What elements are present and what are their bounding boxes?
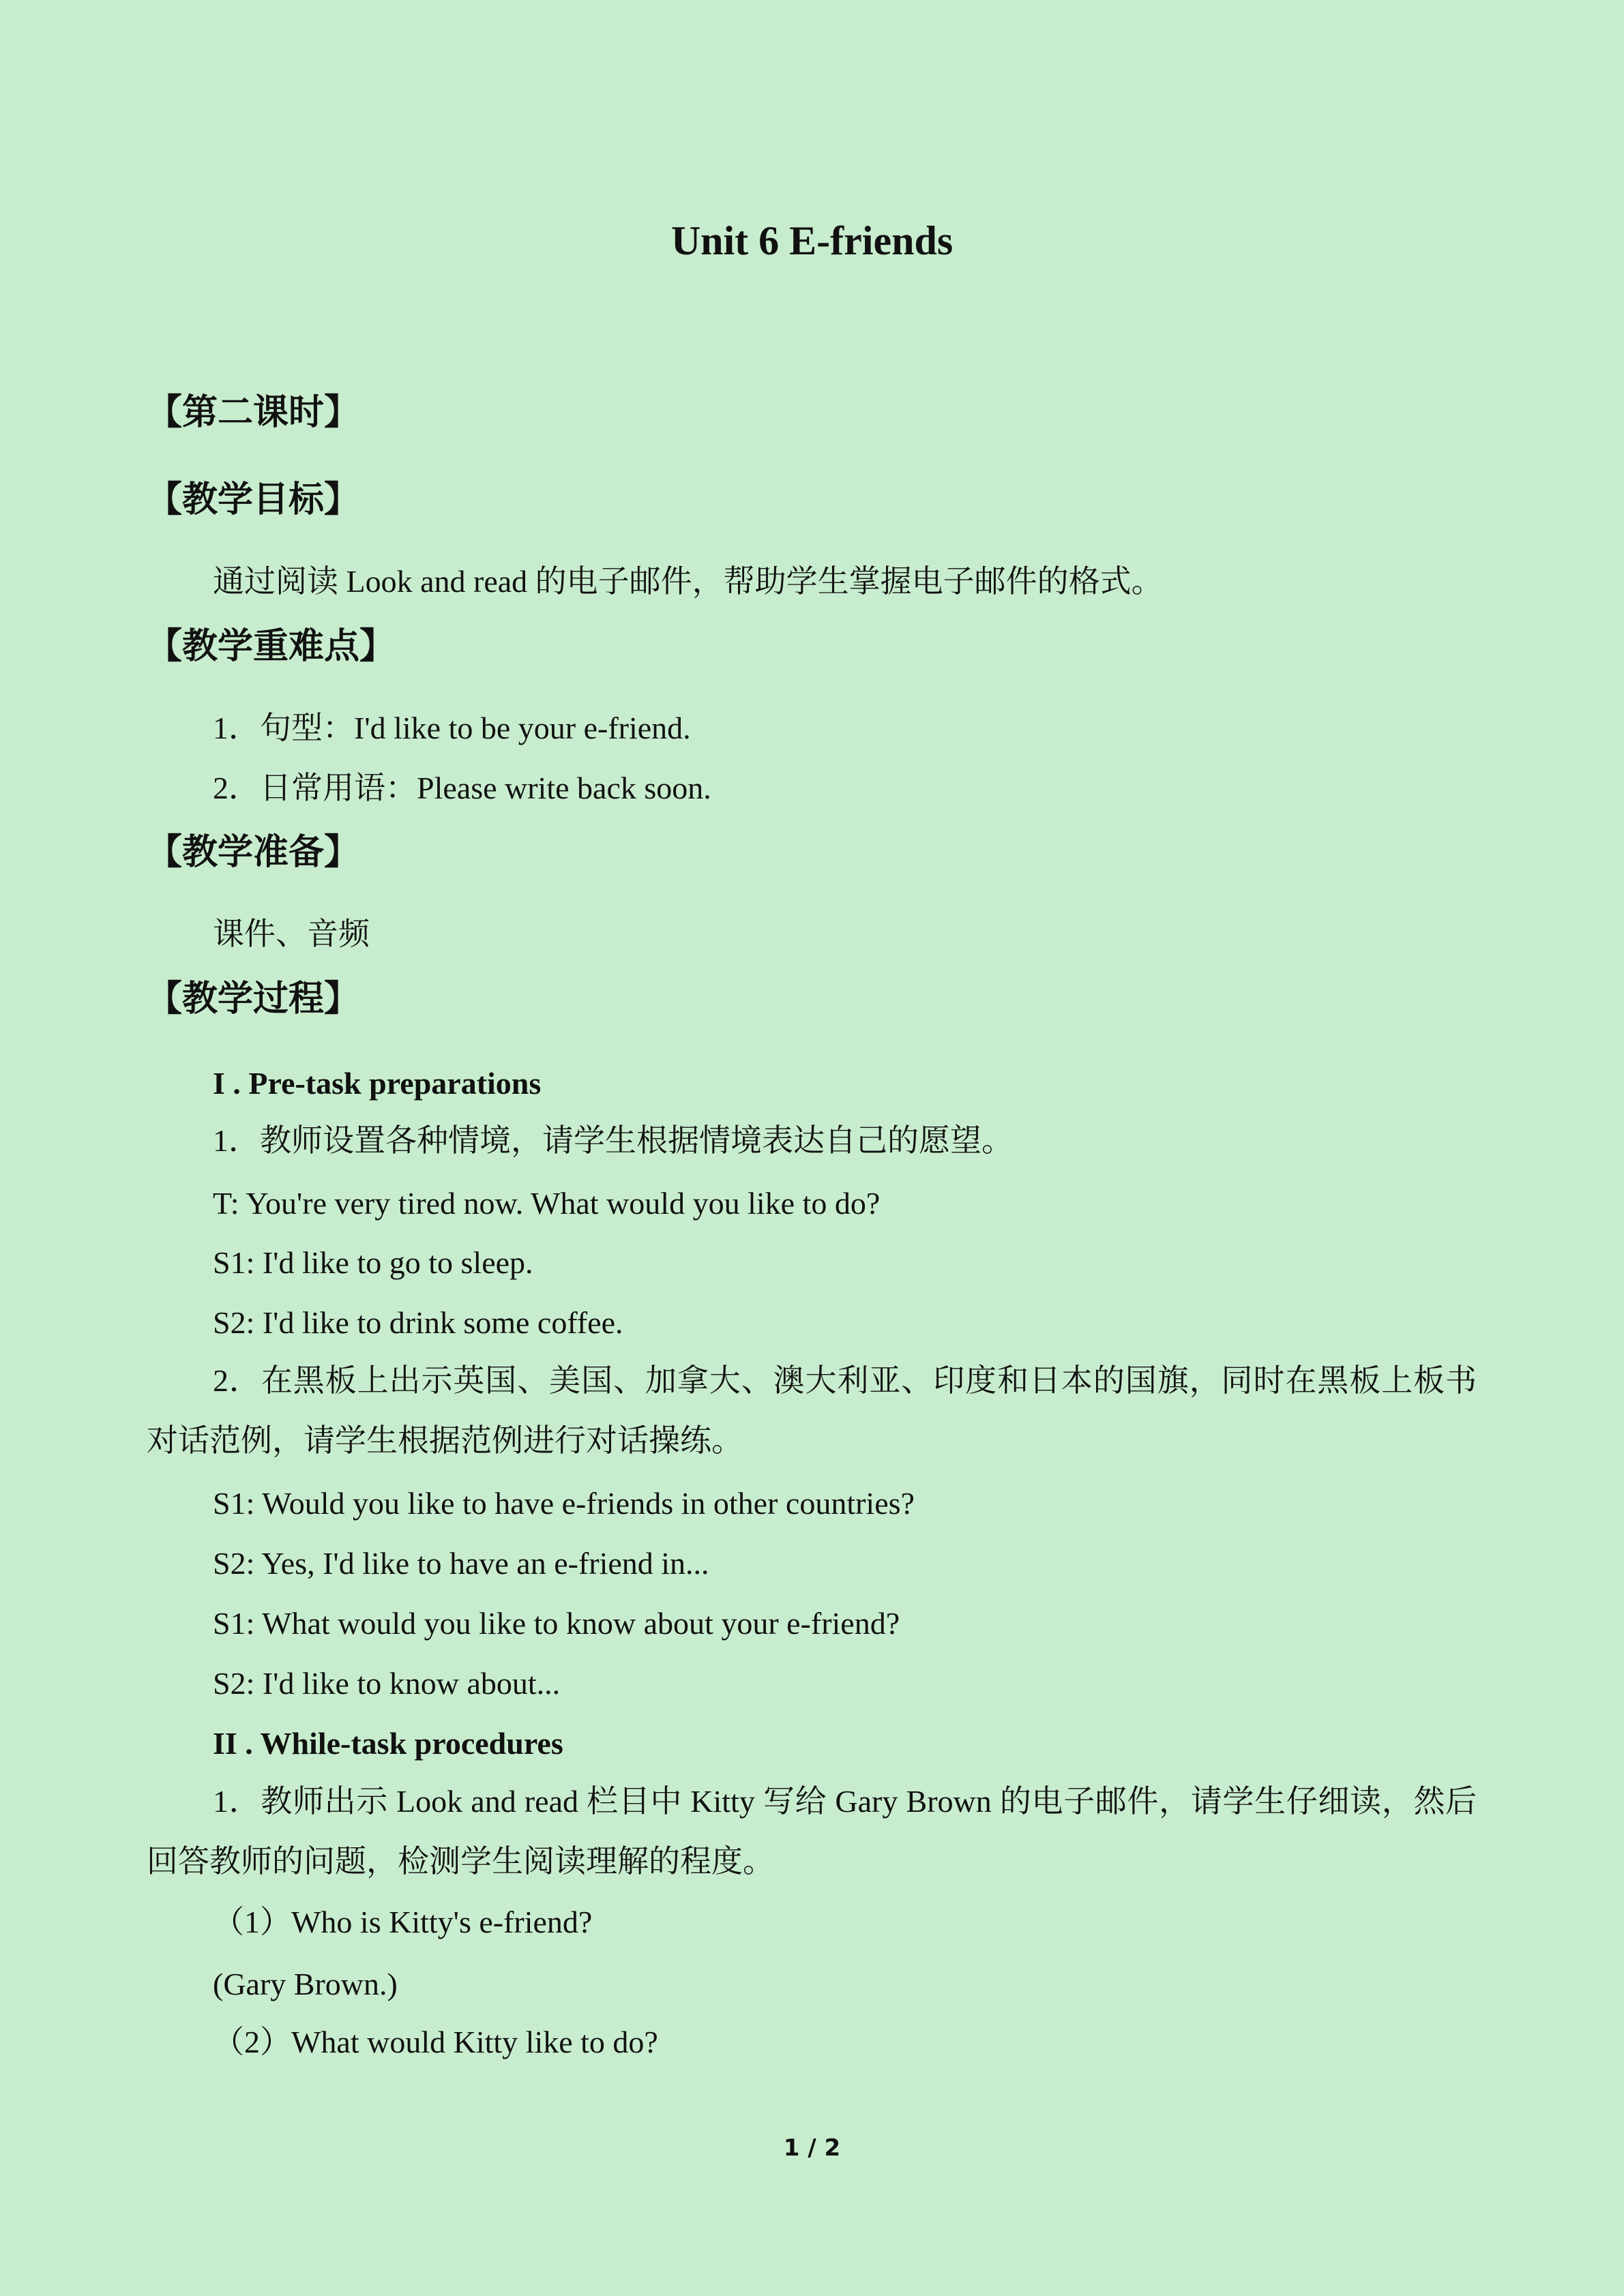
heading-key-points: 【教学重难点】 (147, 626, 396, 667)
while-task-step1: 1．教师出示 Look and read 栏目中 Kitty 写给 Gary Brown 的电子邮件，请学生仔细读，然后回答教师的问题，检测学生阅读理解的程度。 (147, 1784, 1477, 1879)
objectives-text: 通过阅读 Look and read 的电子邮件，帮助学生掌握电子邮件的格式。 (213, 564, 1163, 599)
page-number: 1 / 2 (783, 2134, 841, 2162)
page-title: Unit 6 E-friends (670, 218, 954, 263)
key-point-1: 1．句型：I'd like to be your e-friend. (213, 711, 691, 745)
question-line: （1）Who is Kitty's e-friend? (213, 1905, 593, 1939)
heading-lesson: 【第二课时】 (147, 392, 360, 433)
heading-objectives: 【教学目标】 (147, 479, 360, 520)
dialogue-line: S1: What would you like to know about your e-friend? (213, 1606, 900, 1641)
preparation-text: 课件、音频 (213, 916, 370, 951)
pre-task-title: I . Pre-task preparations (213, 1066, 542, 1101)
pre-task-line: S2: I'd like to drink some coffee. (213, 1305, 623, 1340)
dialogue-line: S2: I'd like to know about... (213, 1666, 561, 1701)
dialogue-line: S2: Yes, I'd like to have an e-friend in... (213, 1546, 709, 1581)
pre-task-line: 1．教师设置各种情境，请学生根据情境表达自己的愿望。 (213, 1123, 1013, 1158)
question-line: （2）What would Kitty like to do? (213, 2025, 658, 2059)
heading-preparation: 【教学准备】 (147, 832, 360, 873)
pre-task-line: T: You're very tired now. What would you like to do? (213, 1186, 881, 1221)
while-task-title: II . While-task procedures (213, 1726, 563, 1761)
dialogue-line: S1: Would you like to have e-friends in other countries? (213, 1486, 915, 1521)
key-point-2: 2．日常用语：Please write back soon. (213, 771, 711, 805)
answer-line: (Gary Brown.) (213, 1967, 398, 2001)
pre-task-step2: 2．在黑板上出示英国、美国、加拿大、澳大利亚、印度和日本的国旗，同时在黑板上板书对话范例，请学生根据范例进行对话操练。 (147, 1363, 1477, 1458)
heading-process: 【教学过程】 (147, 979, 360, 1019)
pre-task-line: S1: I'd like to go to sleep. (213, 1245, 533, 1280)
